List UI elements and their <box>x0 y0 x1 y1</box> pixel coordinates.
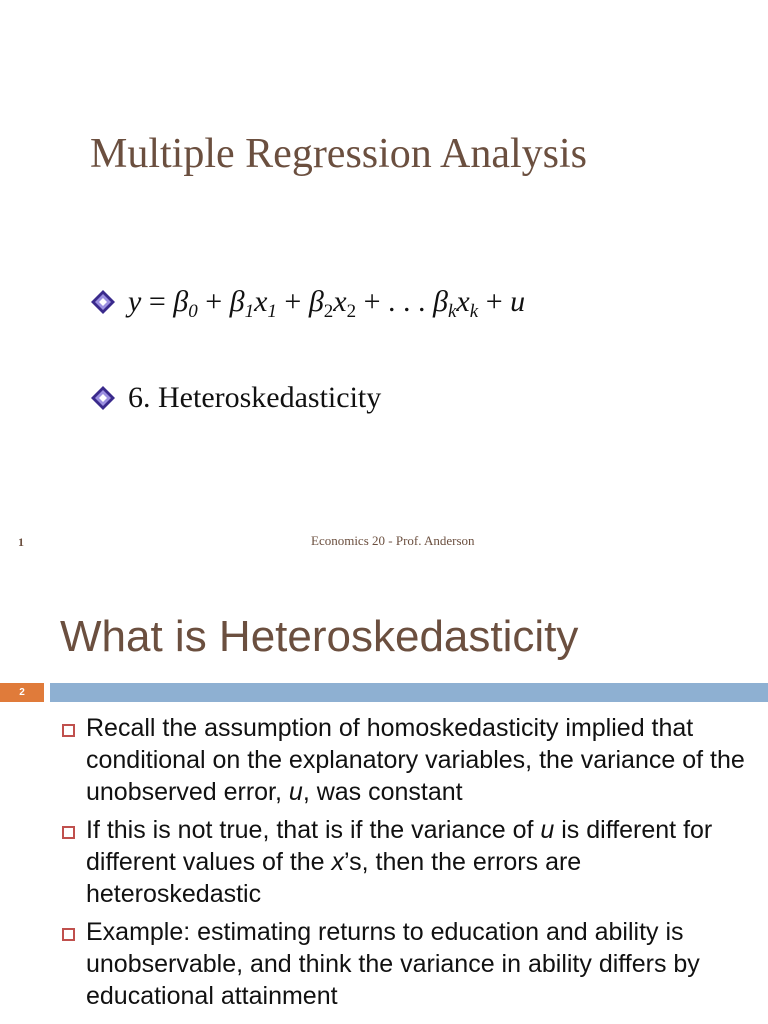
square-bullet-icon <box>62 928 75 941</box>
list-item: If this is not true, that is if the variance of u is different for different values of the x’s, then the errors are heteroskedastic <box>60 814 750 910</box>
slide-1-footer: Economics 20 - Prof. Anderson <box>311 533 475 548</box>
list-item: Recall the assumption of homoskedasticity implied that conditional on the explanatory variables, the variance of the unobserved error, u, was constant <box>60 712 750 808</box>
header-bar <box>50 683 768 702</box>
slide-2-page-number: 2 <box>0 683 44 702</box>
bullet-list <box>60 712 750 1018</box>
list-item: Example: estimating returns to education and ability is unobservable, and think the variance in ability differs by educational attainment <box>60 916 750 1012</box>
diamond-bullet-icon <box>90 289 116 315</box>
regression-equation: $y = \beta_0 + \beta_1x_1 + \beta_2x_2$ + . . . $\beta_kx_k + u$ <box>128 285 526 322</box>
slide-2-title: What is Heteroskedasticity <box>60 612 579 661</box>
slide-1-page-number: 1 <box>18 535 24 549</box>
topic-bullet <box>90 381 381 415</box>
slide-2 <box>0 576 768 1024</box>
square-bullet-icon <box>62 826 75 839</box>
diamond-bullet-icon <box>90 385 116 411</box>
slide-1-title: Multiple Regression Analysis <box>90 131 587 177</box>
topic-text: 6. Heteroskedasticity <box>128 381 382 414</box>
square-bullet-icon <box>62 724 75 737</box>
equation-bullet <box>90 285 526 322</box>
